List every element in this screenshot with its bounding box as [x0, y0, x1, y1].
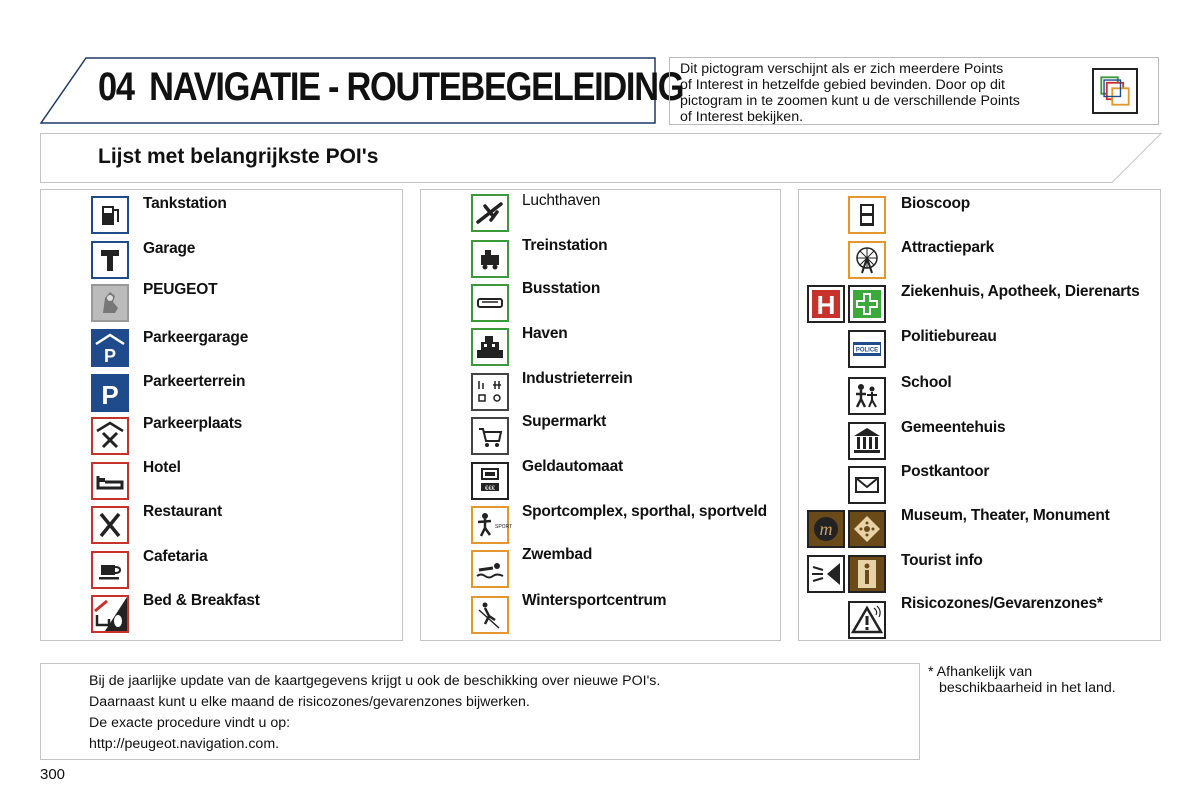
poi-label: Risicozones/Gevarenzones* — [901, 595, 1103, 612]
poi-label: Haven — [522, 325, 568, 342]
poi-label: Tourist info — [901, 552, 983, 569]
school-children-icon — [848, 377, 886, 415]
update-info-box — [40, 663, 920, 760]
poi-label: Parkeerplaats — [143, 415, 243, 432]
swimmer-icon — [471, 550, 509, 588]
poi-label: Tankstation — [143, 195, 227, 212]
info-line: Daarnaast kunt u elke maand de risicozones/gevarenzones bijwerken. — [89, 694, 530, 710]
poi-label: Postkantoor — [901, 463, 990, 480]
rest-area-icon — [91, 417, 129, 455]
tourist-camera-icon — [807, 555, 845, 593]
section-header — [40, 133, 1162, 183]
fuel-pump-icon — [91, 196, 129, 234]
svg-text:P: P — [101, 380, 119, 410]
chapter-title — [98, 65, 683, 110]
multiple-poi-note — [669, 57, 1159, 125]
poi-label: Bed & Breakfast — [143, 592, 260, 609]
peugeot-lion-icon — [91, 284, 129, 322]
tourist-info-icon — [848, 555, 886, 593]
chapter-banner — [40, 57, 684, 124]
poi-label: Cafetaria — [143, 548, 208, 565]
poi-label: Garage — [143, 240, 196, 257]
poi-column-3 — [798, 189, 1161, 641]
poi-label: Parkeergarage — [143, 329, 249, 346]
poi-label: Ziekenhuis, Apotheek, Dierenarts — [901, 283, 1140, 300]
parking-garage-icon — [91, 329, 129, 367]
svg-text:€€€: €€€ — [484, 486, 496, 492]
monument-icon — [848, 510, 886, 548]
chapter-title-text: NAVIGATIE - ROUTEBEGELEIDING — [149, 65, 684, 109]
poi-label: Hotel — [143, 459, 181, 476]
poi-label: Parkeerterrein — [143, 373, 246, 390]
poi-label: Luchthaven — [522, 192, 601, 209]
coffee-cup-icon — [91, 551, 129, 589]
bus-icon — [471, 284, 509, 322]
note-line: of Interest in hetzelfde gebied bevinden. Door op dit — [680, 77, 1005, 93]
poi-label: Treinstation — [522, 237, 608, 254]
train-icon — [471, 240, 509, 278]
poi-label: Geldautomaat — [522, 458, 623, 475]
footnote-line: beschikbaarheid in het land. — [939, 680, 1116, 696]
atm-icon — [471, 462, 509, 500]
info-line: De exacte procedure vindt u op: — [89, 715, 291, 731]
svg-text:POLICE: POLICE — [855, 347, 879, 354]
note-text — [680, 61, 1080, 125]
poi-label: Gemeentehuis — [901, 419, 1006, 436]
poi-label: Busstation — [522, 280, 601, 297]
poi-label: Bioscoop — [901, 195, 971, 212]
chapter-number: 04 — [98, 65, 134, 109]
fork-knife-icon — [91, 506, 129, 544]
info-line: Bij de jaarlijke update van de kaartgegevens krijgt u ook de beschikking over nieuwe POI's. — [89, 673, 661, 689]
film-icon — [848, 196, 886, 234]
poi-label: Museum, Theater, Monument — [901, 507, 1110, 524]
svg-text:m: m — [819, 519, 833, 539]
poi-label: Attractiepark — [901, 239, 995, 256]
note-line: pictogram in te zoomen kunt u de verschillende Points — [680, 93, 1020, 109]
poi-label: Sportcomplex, sporthal, sportveld — [522, 503, 767, 520]
shopping-cart-icon — [471, 417, 509, 455]
note-line: Dit pictogram verschijnt als er zich meerdere Points — [680, 61, 1004, 77]
note-line: of Interest bekijken. — [680, 109, 804, 125]
poi-column-2 — [420, 189, 781, 641]
poi-label: PEUGEOT — [143, 281, 218, 298]
town-hall-icon — [848, 422, 886, 460]
svg-text:SPORT: SPORT — [495, 524, 513, 530]
envelope-icon — [848, 466, 886, 504]
industry-icon — [471, 373, 509, 411]
police-icon — [848, 330, 886, 368]
bed-breakfast-icon — [91, 595, 129, 633]
ferris-wheel-icon — [848, 241, 886, 279]
bed-icon — [91, 462, 129, 500]
svg-text:P: P — [103, 346, 117, 366]
airplane-icon — [471, 194, 509, 232]
poi-label: Wintersportcentrum — [522, 592, 667, 609]
svg-text:H: H — [816, 290, 836, 320]
footnote-line: * Afhankelijk van — [928, 664, 1033, 680]
poi-label: Supermarkt — [522, 413, 607, 430]
skier-icon — [471, 596, 509, 634]
footnote — [928, 664, 1116, 696]
hospital-icon — [807, 285, 845, 323]
poi-label: School — [901, 374, 952, 391]
poi-column-1 — [40, 189, 403, 641]
multiple-poi-icon — [1092, 68, 1138, 114]
pharmacy-icon — [848, 285, 886, 323]
info-link[interactable]: http://peugeot.navigation.com. — [89, 736, 280, 752]
poi-label: Industrieterrein — [522, 370, 633, 387]
poi-label: Politiebureau — [901, 328, 997, 345]
parking-icon — [91, 374, 129, 412]
wrench-icon — [91, 241, 129, 279]
danger-zone-icon — [848, 601, 886, 639]
sport-icon — [471, 506, 513, 544]
section-title: Lijst met belangrijkste POI's — [98, 145, 379, 168]
museum-icon — [807, 510, 845, 548]
ship-icon — [471, 328, 509, 366]
page-number: 300 — [40, 766, 66, 783]
poi-label: Zwembad — [522, 546, 593, 563]
poi-label: Restaurant — [143, 503, 222, 520]
